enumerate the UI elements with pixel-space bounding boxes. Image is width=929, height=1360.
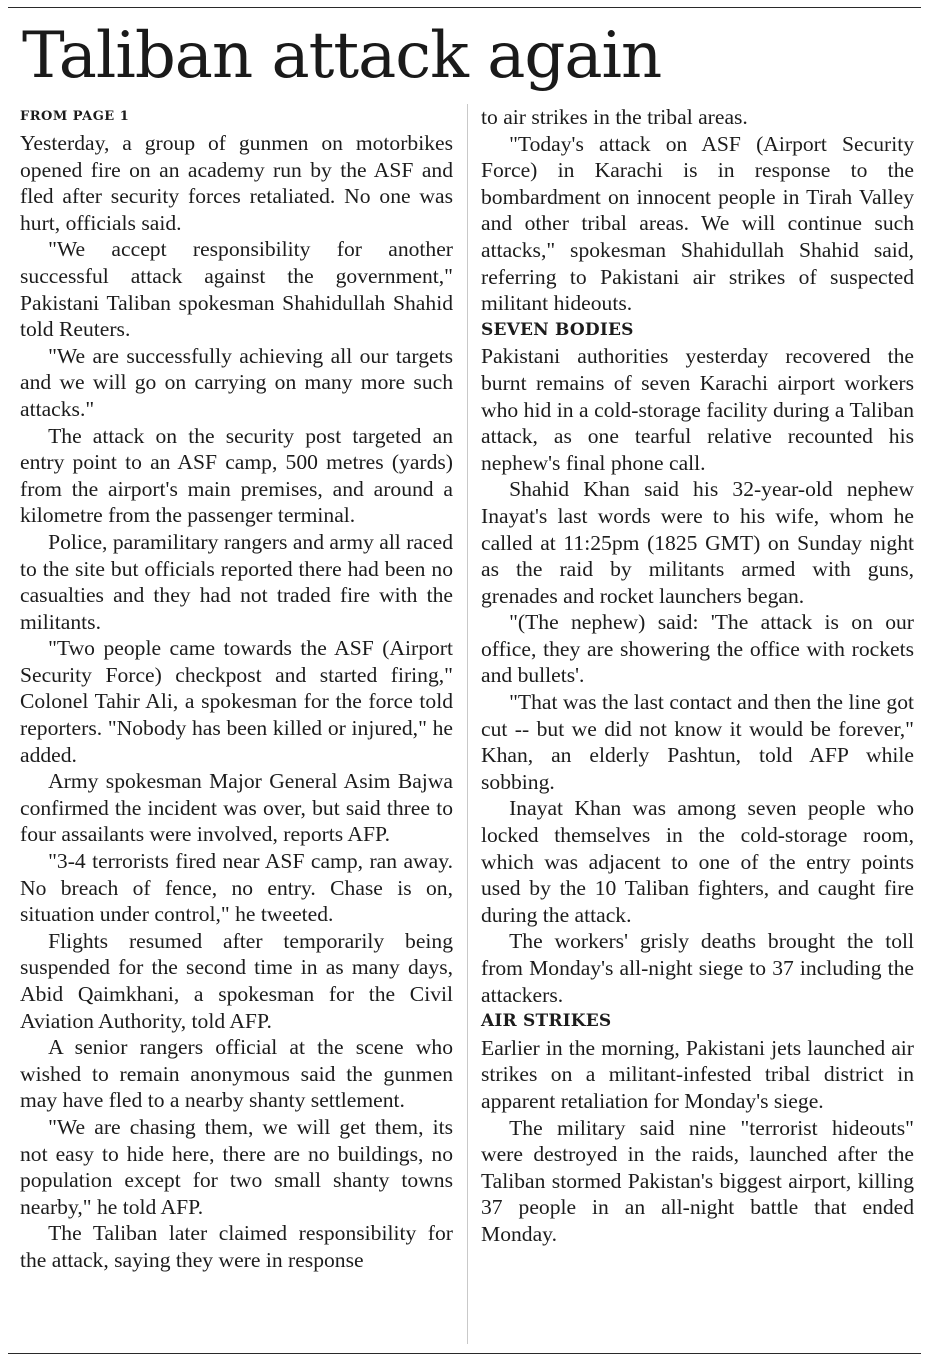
paragraph: Army spokesman Major General Asim Bajwa confirmed the incident was over, but said three to four assailants were involved, reports AFP. [20, 769, 453, 847]
paragraph: Inayat Khan was among seven people who locked themselves in the cold-storage room, which was adjacent to one of the entry points used by the 10 Taliban fighters, and caught fire during the attack. [481, 796, 914, 927]
subhead-air-strikes: AIR STRIKES [481, 1011, 612, 1032]
paragraph: Pakistani authorities yesterday recovered the burnt remains of seven Karachi airport workers who hid in a cold-storage facility during a Taliban attack, as one tearful relative recounted his nephew's final phone call. [481, 344, 914, 475]
kicker: FROM PAGE 1 [20, 109, 130, 124]
paragraph: "We accept responsibility for another successful attack against the government," Pakistani Taliban spokesman Shahidullah Shahid told Reuters. [20, 237, 453, 342]
paragraph: "We are chasing them, we will get them, its not easy to hide here, there are no buildings, no population except for two small shanty towns nearby," he told AFP. [20, 1114, 453, 1219]
paragraph: Yesterday, a group of gunmen on motorbikes opened fire on an academy run by the ASF and fled after security forces retaliated. No one was hurt, officials said. [20, 131, 453, 235]
paragraph: The workers' grisly deaths brought the toll from Monday's all-night siege to 37 including the attackers. [481, 929, 914, 1007]
paragraph: "3-4 terrorists fired near ASF camp, ran away. No breach of fence, no entry. Chase is on, situation under control," he tweeted. [20, 849, 453, 927]
paragraph: "(The nephew) said: 'The attack is on our office, they are showering the office with rockets and bullets'. [481, 610, 914, 688]
top-rule [8, 7, 921, 8]
paragraph: "Two people came towards the ASF (Airport Security Force) checkpost and started firing," Colonel Tahir Ali, a spokesman for the force told reporters. "Nobody has been killed or injured," he added. [20, 636, 453, 767]
paragraph: The attack on the security post targeted an entry point to an ASF camp, 500 metres (yards) from the airport's main premises, and around a kilometre from the passenger terminal. [20, 423, 453, 528]
paragraph: The Taliban later claimed responsibility for the attack, saying they were in response [20, 1221, 453, 1272]
paragraph: The military said nine "terrorist hideouts" were destroyed in the raids, launched after the Taliban stormed Pakistan's biggest airport, killing 37 people in an all-night battle that ended Monday. [481, 1115, 914, 1246]
paragraph: "Today's attack on ASF (Airport Security Force) in Karachi is in response to the bombardment on innocent people in Tirah Valley and other tribal areas. We will continue such attacks," spokesman Shahidullah Shahid said, referring to Pakistani air strikes of suspected militant hideouts. [481, 131, 914, 316]
left-column [20, 104, 453, 1274]
paragraph: A senior rangers official at the scene who wished to remain anonymous said the gunmen may have fled to a nearby shanty settlement. [20, 1035, 453, 1113]
paragraph: "That was the last contact and then the line got cut -- but we did not know it would be forever," Khan, an elderly Pashtun, told AFP while sobbing. [481, 690, 914, 794]
paragraph: Flights resumed after temporarily being suspended for the second time in as many days, Abid Qaimkhani, a spokesman for the Civil Aviation Authority, told AFP. [20, 928, 453, 1033]
column-divider [467, 104, 468, 1344]
paragraph: to air strikes in the tribal areas. [481, 105, 748, 129]
headline: Taliban attack again [22, 19, 662, 93]
paragraph: Police, paramilitary rangers and army all raced to the site but officials reported there had been no casualties and they had not traded fire with the militants. [20, 529, 453, 634]
right-column [481, 104, 914, 1248]
bottom-rule [8, 1353, 921, 1354]
subhead-seven-bodies: SEVEN BODIES [481, 319, 634, 340]
paragraph: "We are successfully achieving all our targets and we will go on carrying on many more such attacks." [20, 343, 453, 421]
paragraph: Shahid Khan said his 32-year-old nephew Inayat's last words were to his wife, whom he called at 11:25pm (1825 GMT) on Sunday night as the raid by militants armed with guns, grenades and rocket launchers began. [481, 477, 914, 608]
paragraph: Earlier in the morning, Pakistani jets launched air strikes on a militant-infested tribal district in apparent retaliation for Monday's siege. [481, 1035, 914, 1113]
